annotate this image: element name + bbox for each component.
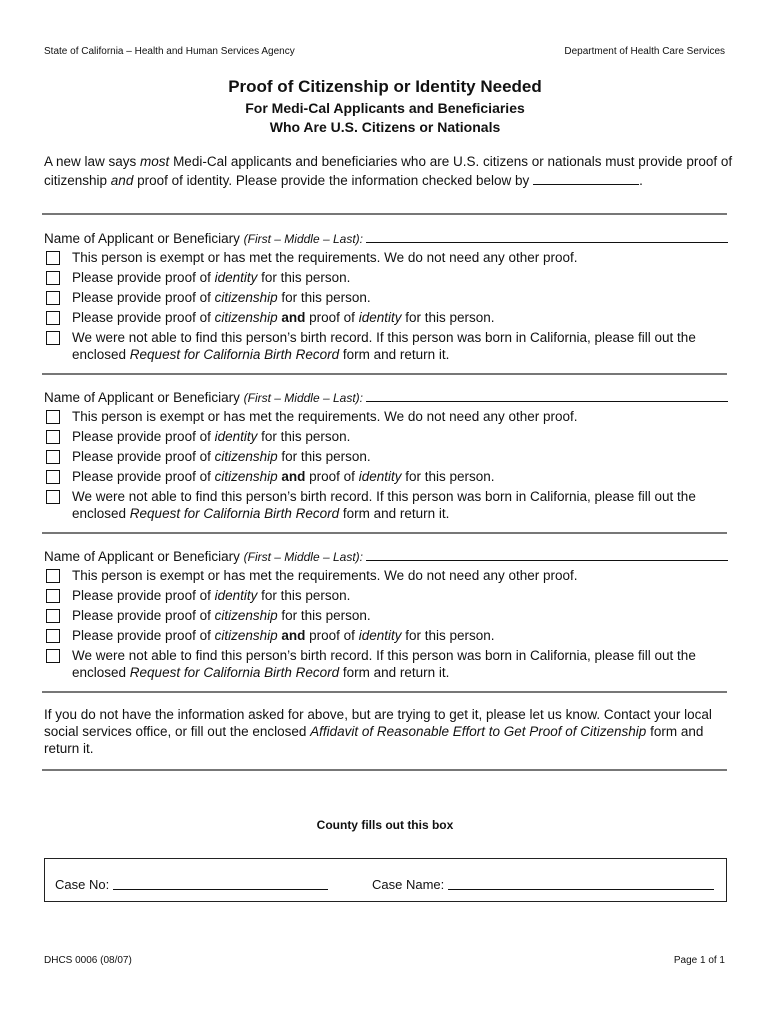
case-no-label: Case No: <box>55 877 110 892</box>
checkbox-exempt[interactable] <box>46 410 60 424</box>
closing-paragraph: If you do not have the information asked for above, but are trying to get it, please let us know. Contact your local social services office, or fill out the enclosed Affidavit of Reasonable Effort to Get Proof of Citizenship form and return it. <box>44 707 712 756</box>
checkbox-citizenship[interactable] <box>46 291 60 305</box>
agency-header: State of California – Health and Human Services Agency <box>44 46 295 57</box>
checkbox-identity[interactable] <box>46 430 60 444</box>
applicant-section-2 <box>44 385 728 522</box>
option-exempt: This person is exempt or has met the requirements. We do not need any other proof. <box>44 408 728 425</box>
due-date-field[interactable] <box>533 171 639 185</box>
option-exempt: This person is exempt or has met the requirements. We do not need any other proof. <box>44 249 728 266</box>
checkbox-citizenship[interactable] <box>46 609 60 623</box>
section-divider <box>42 691 727 693</box>
checkbox-exempt[interactable] <box>46 251 60 265</box>
county-box <box>44 858 727 902</box>
checkbox-citizenship-and-identity[interactable] <box>46 629 60 643</box>
option-identity: Please provide proof of identity for this person. <box>44 269 728 286</box>
form-subtitle-1: For Medi-Cal Applicants and Beneficiaries <box>245 100 525 116</box>
option-citizenship: Please provide proof of citizenship for this person. <box>44 289 728 306</box>
county-heading: County fills out this box <box>316 818 454 832</box>
checkbox-citizenship-and-identity[interactable] <box>46 470 60 484</box>
form-subtitle-2: Who Are U.S. Citizens or Nationals <box>269 119 501 135</box>
applicant-name-field[interactable] <box>366 388 728 402</box>
option-citizenship-and-identity: Please provide proof of citizenship and proof of identity for this person. <box>44 468 728 485</box>
case-name-label: Case Name: <box>372 877 445 892</box>
section-divider <box>42 769 727 771</box>
option-citizenship: Please provide proof of citizenship for this person. <box>44 607 728 624</box>
option-birth-record: We were not able to find this person’s birth record. If this person was born in California, please fill out the enclosed Request for California Birth Record form and return it. <box>44 329 728 363</box>
applicant-section-3 <box>44 544 728 681</box>
case-name-field[interactable] <box>448 877 714 890</box>
case-name-row <box>372 877 714 892</box>
checkbox-citizenship[interactable] <box>46 450 60 464</box>
applicant-name-row: Name of Applicant or Beneficiary (First – Middle – Last): <box>44 226 728 246</box>
checkbox-birth-record[interactable] <box>46 649 60 663</box>
section-divider <box>42 373 727 375</box>
checkbox-citizenship-and-identity[interactable] <box>46 311 60 325</box>
form-title: Proof of Citizenship or Identity Needed <box>228 77 542 96</box>
option-birth-record: We were not able to find this person’s birth record. If this person was born in California, please fill out the enclosed Request for California Birth Record form and return it. <box>44 488 728 522</box>
option-exempt: This person is exempt or has met the requirements. We do not need any other proof. <box>44 567 728 584</box>
applicant-name-row: Name of Applicant or Beneficiary (First – Middle – Last): <box>44 385 728 405</box>
page-number: Page 1 of 1 <box>673 955 725 966</box>
option-citizenship-and-identity: Please provide proof of citizenship and proof of identity for this person. <box>44 627 728 644</box>
checkbox-identity[interactable] <box>46 271 60 285</box>
option-identity: Please provide proof of identity for this person. <box>44 428 728 445</box>
case-no-row <box>55 877 328 892</box>
applicant-section-1 <box>44 226 728 363</box>
applicant-name-field[interactable] <box>366 547 728 561</box>
form-id: DHCS 0006 (08/07) <box>44 955 132 966</box>
case-no-field[interactable] <box>113 877 328 890</box>
option-identity: Please provide proof of identity for this person. <box>44 587 728 604</box>
applicant-name-field[interactable] <box>366 229 728 243</box>
option-citizenship-and-identity: Please provide proof of citizenship and proof of identity for this person. <box>44 309 728 326</box>
checkbox-birth-record[interactable] <box>46 490 60 504</box>
applicant-name-row: Name of Applicant or Beneficiary (First – Middle – Last): <box>44 544 728 564</box>
checkbox-exempt[interactable] <box>46 569 60 583</box>
option-citizenship: Please provide proof of citizenship for this person. <box>44 448 728 465</box>
section-divider <box>42 532 727 534</box>
option-birth-record: We were not able to find this person’s birth record. If this person was born in California, please fill out the enclosed Request for California Birth Record form and return it. <box>44 647 728 681</box>
checkbox-identity[interactable] <box>46 589 60 603</box>
checkbox-birth-record[interactable] <box>46 331 60 345</box>
section-divider <box>42 213 727 215</box>
intro-paragraph: A new law says most Medi-Cal applicants and beneficiaries who are U.S. citizens or nationals must provide proof of citizenship and proof of identity. Please provide the information checked below by . <box>44 154 733 188</box>
department-header: Department of Health Care Services <box>564 46 725 57</box>
